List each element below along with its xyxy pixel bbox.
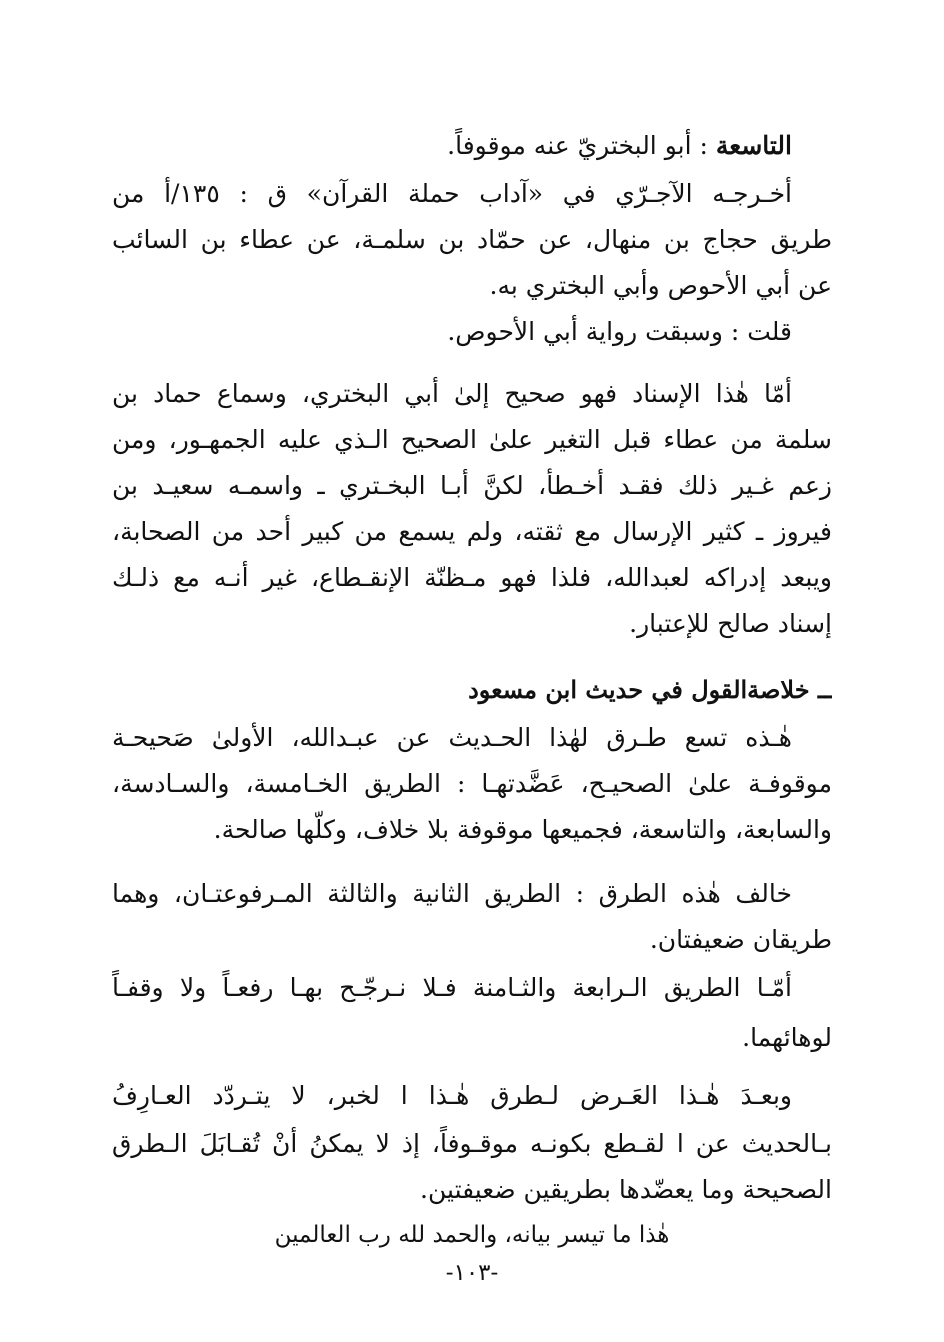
page-number: -١٠٣-: [445, 1260, 499, 1286]
paragraph-line: وبعـدَ هٰـذا العَـرض لـطرق هٰـذا ا لخبر، لا يتـردّد العـارِفُ: [112, 1081, 792, 1110]
paragraph-line: والسابعة، والتاسعة، فجميعها موقوفة بلا خلاف، وكلّها صالحة.: [213, 815, 832, 844]
paragraph-line: سلمة من عطاء قبل التغير علىٰ الصحيح الـذي عليه الجمهـور، ومن: [112, 425, 832, 454]
paragraph-line: أخـرجـه الآجـرّي في «آداب حملة القرآن» ق : ١٣٥/أ من: [112, 179, 792, 208]
paragraph-line: طريق حجاج بن منهال، عن حمّاد بن سلمـة، عن عطاء بن السائب: [112, 225, 832, 254]
paragraph-line: [112, 126, 792, 166]
closing-line: هٰذا ما تيسر بيانه، والحمد لله رب العالمين: [274, 1222, 670, 1248]
paragraph-line: قلت : وسبقت رواية أبي الأحوص.: [447, 317, 792, 346]
paragraph-line: بـالحديث عن ا لقـطع بكونـه موقـوفاً، إذ لا يمكنُ أنْ تُقـابَلَ الـطرق: [112, 1129, 832, 1158]
paragraph-line: الصحيحة وما يعضّدها بطريقين ضعيفتين.: [420, 1175, 832, 1204]
paragraph-line: خالف هٰذه الطرق : الطريق الثانية والثالثة المـرفوعتـان، وهما: [112, 879, 792, 908]
paragraph-line: لوهائهما.: [742, 1023, 832, 1052]
paragraph-line: أمّا هٰذا الإسناد فهو صحيح إلىٰ أبي البختري، وسماع حماد بن: [112, 379, 792, 408]
item-text: أبو البختريّ عنه موقوفاً.: [447, 131, 692, 160]
paragraph-line: زعم غـير ذلك فقـد أخـطأ، لكنَّ أبـا البخـتري ـ واسمـه سعيـد بن: [112, 471, 832, 500]
paragraph-line: موقوفـة علىٰ الصحيـح، عَضَّدتهـا : الطريق الخـامسة، والسـادسة،: [112, 769, 832, 798]
paragraph-line: فيروز ـ كثير الإرسال مع ثقته، ولم يسمع من كبير أحد من الصحابة،: [112, 517, 832, 546]
paragraph-line: طريقان ضعيفتان.: [649, 925, 832, 954]
label-separator: :: [691, 131, 716, 160]
item-label: التاسعة: [715, 131, 792, 160]
paragraph-line: هٰـذه تسع طـرق لهٰذا الحـديث عن عبـدالله، الأولىٰ صَحيحـة: [112, 723, 792, 752]
paragraph-line: ويبعد إدراكه لعبدالله، فلذا فهو مـظنّة الإنقـطاع، غير أنـه مع ذلـك: [112, 563, 832, 592]
section-heading: ــ خلاصةالقول في حديث ابن مسعود: [468, 675, 832, 704]
paragraph-line: عن أبي الأحوص وأبي البختري به.: [489, 271, 832, 300]
paragraph-line: إسناد صالح للإعتبار.: [629, 609, 832, 638]
paragraph-line: أمّـا الطريق الـرابعة والثـامنة فـلا نـرجّـح بهـا رفعـاً ولا وقفـاً: [112, 973, 792, 1002]
